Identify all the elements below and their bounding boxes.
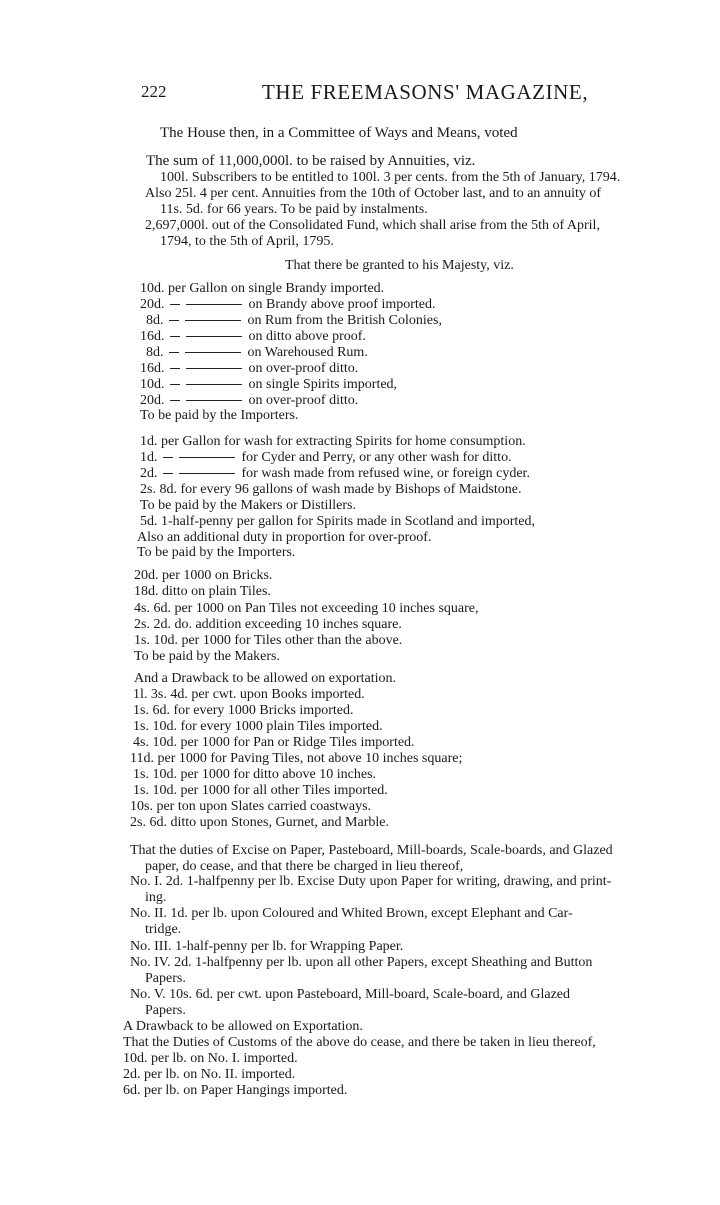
text-line: 1d. per Gallon for wash for extracting Spirits for home consumption. [140, 434, 526, 449]
running-title: THE FREEMASONS' MAGAZINE, [262, 80, 589, 104]
text-line: Also 25l. 4 per cent. Annuities from the 10th of October last, and to an annuity of [145, 186, 602, 201]
ditto-dash [185, 352, 241, 353]
ditto-dash [170, 304, 180, 305]
text-line: 20d. per 1000 on Bricks. [134, 568, 273, 583]
ditto-dash [170, 336, 180, 337]
text-line: paper, do cease, and that there be charged in lieu thereof, [145, 859, 464, 874]
text-line [140, 466, 530, 482]
text-line: 10d. per lb. on No. I. imported. [123, 1051, 298, 1066]
page-header [0, 80, 720, 110]
ditto-dash [170, 384, 180, 385]
text-line [146, 313, 442, 329]
text-line: 1s. 10d. per 1000 for all other Tiles imported. [133, 783, 388, 798]
text-line [146, 345, 368, 361]
text-line: A Drawback to be allowed on Exportation. [123, 1019, 363, 1034]
ditto-dash [179, 457, 235, 458]
text-line: 2s. 2d. do. addition exceeding 10 inches square. [134, 617, 402, 632]
text-line: No. III. 1-half-penny per lb. for Wrapping Paper. [130, 939, 404, 954]
text-line: 1794, to the 5th of April, 1795. [160, 234, 334, 249]
text-line [140, 377, 397, 393]
rate-description: for Cyder and Perry, or any other wash for ditto. [238, 450, 512, 465]
text-line: To be paid by the Importers. [140, 408, 299, 423]
rate-amount: 16d. [140, 329, 168, 344]
text-line: tridge. [145, 922, 182, 937]
text-line: To be paid by the Importers. [137, 545, 296, 560]
ditto-dash [186, 384, 242, 385]
text-line: 4s. 6d. per 1000 on Pan Tiles not exceeding 10 inches square, [134, 601, 479, 616]
text-line: 1l. 3s. 4d. per cwt. upon Books imported. [133, 687, 365, 702]
rate-description: on over-proof ditto. [245, 393, 359, 408]
rate-description: on Brandy above proof imported. [245, 297, 436, 312]
text-line: And a Drawback to be allowed on exportation. [134, 671, 397, 686]
text-line: 5d. 1-half-penny per gallon for Spirits made in Scotland and imported, [140, 514, 536, 529]
text-line: The House then, in a Committee of Ways and Means, voted [160, 125, 518, 141]
text-line: 1s. 10d. per 1000 for ditto above 10 inches. [133, 767, 377, 782]
text-line: 10s. per ton upon Slates carried coastways. [130, 799, 372, 814]
rate-description: on over-proof ditto. [245, 361, 359, 376]
text-line: ing. [145, 890, 167, 905]
text-line [140, 450, 512, 466]
text-line: That there be granted to his Majesty, viz. [285, 258, 514, 273]
rate-description: on Warehoused Rum. [244, 345, 368, 360]
ditto-dash [186, 304, 242, 305]
rate-description: on ditto above proof. [245, 329, 366, 344]
text-line: No. I. 2d. 1-halfpenny per lb. Excise Duty upon Paper for writing, drawing, and print- [130, 874, 612, 889]
rate-amount: 2d. [140, 466, 161, 481]
text-line: 11d. per 1000 for Paving Tiles, not above 10 inches square; [130, 751, 463, 766]
ditto-dash [163, 457, 173, 458]
ditto-dash [169, 320, 179, 321]
rate-description: for wash made from refused wine, or foreign cyder. [238, 466, 530, 481]
rate-amount: 8d. [146, 345, 167, 360]
rate-amount: 8d. [146, 313, 167, 328]
text-line: That the duties of Excise on Paper, Pasteboard, Mill-boards, Scale-boards, and Glazed [130, 843, 613, 858]
text-line [140, 361, 358, 377]
text-line: Also an additional duty in proportion for over-proof. [137, 530, 432, 545]
text-line [140, 393, 358, 409]
text-line: 18d. ditto on plain Tiles. [134, 584, 271, 599]
text-line: No. V. 10s. 6d. per cwt. upon Pasteboard, Mill-board, Scale-board, and Glazed [130, 987, 570, 1002]
text-line: 1s. 6d. for every 1000 Bricks imported. [133, 703, 354, 718]
text-line: 6d. per lb. on Paper Hangings imported. [123, 1083, 348, 1098]
text-line: 2s. 8d. for every 96 gallons of wash made by Bishops of Maidstone. [140, 482, 522, 497]
ditto-dash [170, 368, 180, 369]
text-line [140, 329, 366, 345]
text-line: 11s. 5d. for 66 years. To be paid by instalments. [160, 202, 428, 217]
ditto-dash [186, 336, 242, 337]
ditto-dash [179, 473, 235, 474]
text-line: To be paid by the Makers. [134, 649, 280, 664]
ditto-dash [163, 473, 173, 474]
ditto-dash [186, 368, 242, 369]
ditto-dash [186, 400, 242, 401]
rate-amount: 20d. [140, 393, 168, 408]
ditto-dash [185, 320, 241, 321]
text-line: 4s. 10d. per 1000 for Pan or Ridge Tiles imported. [133, 735, 415, 750]
page-number: 222 [141, 82, 167, 101]
text-line: 2s. 6d. ditto upon Stones, Gurnet, and Marble. [130, 815, 389, 830]
text-line: That the Duties of Customs of the above do cease, and there be taken in lieu thereof, [123, 1035, 596, 1050]
text-line: 2,697,000l. out of the Consolidated Fund, which shall arise from the 5th of April, [145, 218, 600, 233]
ditto-dash [169, 352, 179, 353]
text-line: 100l. Subscribers to be entitled to 100l. 3 per cents. from the 5th of January, 1794. [160, 170, 621, 185]
text-line: To be paid by the Makers or Distillers. [140, 498, 356, 513]
rate-description: on Rum from the British Colonies, [244, 313, 442, 328]
text-line [140, 297, 436, 313]
text-line: No. IV. 2d. 1-halfpenny per lb. upon all other Papers, except Sheathing and Button [130, 955, 593, 970]
rate-amount: 10d. [140, 377, 168, 392]
ditto-dash [170, 400, 180, 401]
rate-amount: 1d. [140, 450, 161, 465]
rate-amount: 16d. [140, 361, 168, 376]
text-line: No. II. 1d. per lb. upon Coloured and Whited Brown, except Elephant and Car- [130, 906, 573, 921]
text-line: 1s. 10d. for every 1000 plain Tiles imported. [133, 719, 383, 734]
rate-amount: 20d. [140, 297, 168, 312]
text-line: Papers. [145, 1003, 186, 1018]
rate-description: on single Spirits imported, [245, 377, 398, 392]
text-line: 10d. per Gallon on single Brandy imported. [140, 281, 385, 296]
text-line: 1s. 10d. per 1000 for Tiles other than the above. [134, 633, 403, 648]
text-line: Papers. [145, 971, 186, 986]
text-line: 2d. per lb. on No. II. imported. [123, 1067, 296, 1082]
text-line: The sum of 11,000,000l. to be raised by Annuities, viz. [146, 153, 476, 169]
